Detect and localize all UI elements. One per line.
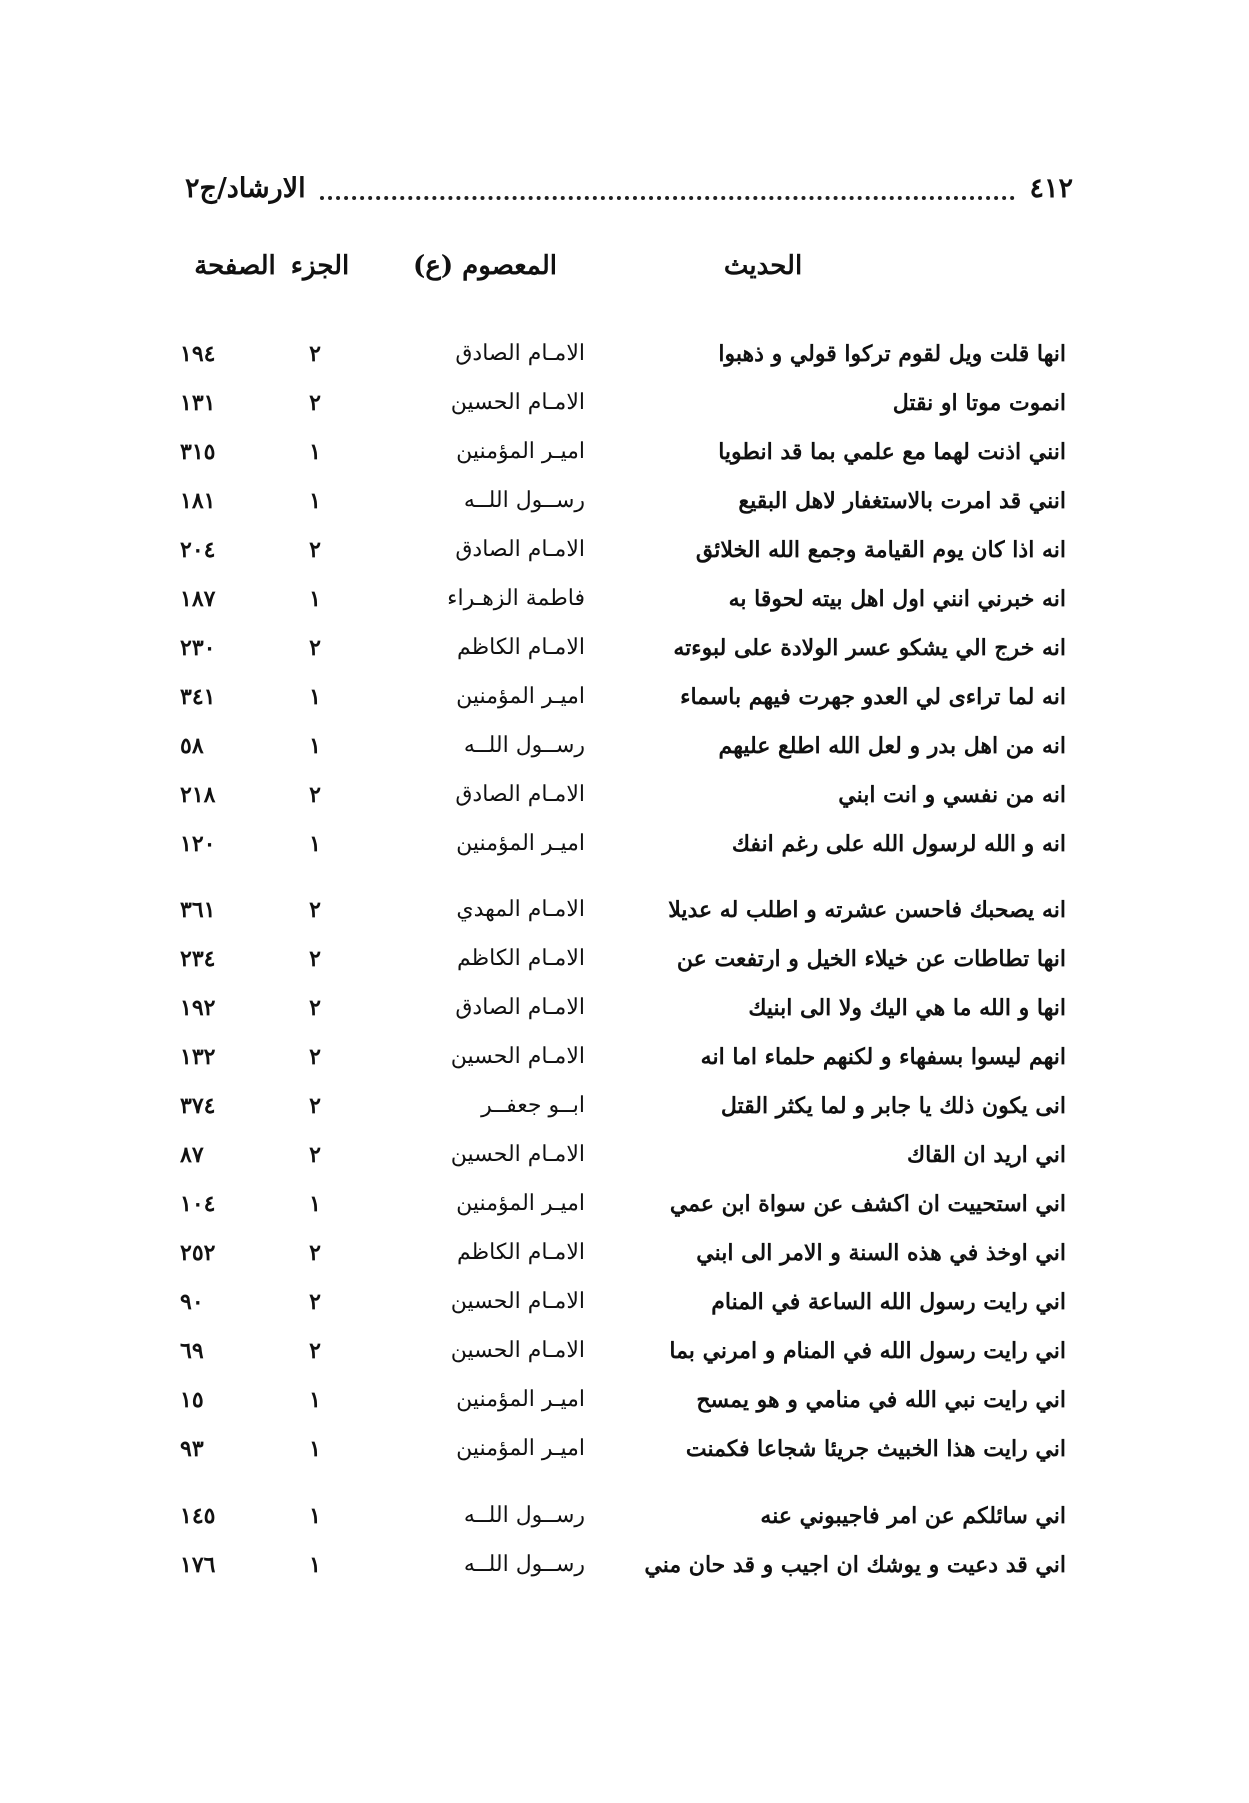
masum-name: اميـر المؤمنين [456, 1191, 585, 1216]
juz-number: ١ [309, 1552, 321, 1578]
juz-number: ١ [309, 1387, 321, 1413]
page-number-cell: ١٨١ [180, 488, 216, 514]
juz-number: ١ [309, 1503, 321, 1529]
masum-name: الامـام الحسين [450, 1142, 585, 1167]
column-header-hadith: الحديث [723, 251, 803, 281]
table-row [0, 677, 1249, 717]
table-row [0, 988, 1249, 1028]
table-row [0, 775, 1249, 815]
table-row [0, 1037, 1249, 1077]
juz-number: ١ [309, 831, 321, 857]
table-row [0, 1429, 1249, 1469]
juz-number: ١ [309, 586, 321, 612]
masum-name: الامـام الكاظم [456, 946, 585, 971]
hadith-text: انموت موتا او نقتل [892, 390, 1066, 416]
masum-name: الامـام الصادق [455, 782, 585, 807]
page-number-cell: ٢٣٤ [180, 946, 216, 972]
table-row [0, 530, 1249, 570]
hadith-text: اني اوخذ في هذه السنة و الامر الى ابني [696, 1240, 1066, 1266]
table-row [0, 579, 1249, 619]
page-number-cell: ١٣١ [180, 390, 216, 416]
page-number-cell: ٣١٥ [180, 439, 216, 465]
table-row [0, 1233, 1249, 1273]
table-row [0, 1184, 1249, 1224]
juz-number: ٢ [309, 390, 321, 416]
juz-number: ١ [309, 1191, 321, 1217]
juz-number: ٢ [309, 1142, 321, 1168]
table-row [0, 383, 1249, 423]
page-number-cell: ٩٣ [180, 1436, 204, 1462]
page-number: ٤١٢ [1029, 172, 1073, 204]
table-row [0, 1282, 1249, 1322]
juz-number: ٢ [309, 635, 321, 661]
page-number-cell: ٥٨ [180, 733, 204, 759]
table-row [0, 1496, 1249, 1536]
page-number-cell: ١٨٧ [180, 586, 216, 612]
hadith-text: انني قد امرت بالاستغفار لاهل البقيع [738, 488, 1066, 514]
table-row [0, 481, 1249, 521]
juz-number: ١ [309, 684, 321, 710]
masum-name: اميـر المؤمنين [456, 1436, 585, 1461]
masum-name: رســول اللــه [463, 1503, 585, 1528]
page-number-cell: ٣٧٤ [180, 1093, 216, 1119]
juz-number: ٢ [309, 1044, 321, 1070]
page-number-cell: ١٠٤ [180, 1191, 216, 1217]
masum-name: رســول اللــه [463, 1552, 585, 1577]
juz-number: ٢ [309, 946, 321, 972]
table-row [0, 1135, 1249, 1175]
table-row [0, 726, 1249, 766]
page-number-cell: ٢٥٢ [180, 1240, 216, 1266]
masum-name: الامـام الكاظم [456, 1240, 585, 1265]
masum-name: اميـر المؤمنين [456, 831, 585, 856]
column-header-masum: المعصوم (ع) [413, 251, 557, 281]
page-number-cell: ٣٤١ [180, 684, 216, 710]
hadith-text: انه من نفسي و انت ابني [838, 782, 1066, 808]
column-header-juz: الجزء [290, 251, 350, 281]
juz-number: ٢ [309, 537, 321, 563]
masum-name: رســول اللــه [463, 733, 585, 758]
hadith-text: انه و الله لرسول الله على رغم انفك [731, 831, 1066, 857]
table-row [0, 824, 1249, 864]
book-title: الارشاد/ج٢ [185, 172, 306, 204]
masum-name: اميـر المؤمنين [456, 1387, 585, 1412]
page-number-cell: ٨٧ [180, 1142, 204, 1168]
masum-name: اميـر المؤمنين [456, 439, 585, 464]
table-row [0, 334, 1249, 374]
page-number-cell: ٣٦١ [180, 897, 216, 923]
masum-name: اميـر المؤمنين [456, 684, 585, 709]
table-row [0, 890, 1249, 930]
hadith-text: اني سائلكم عن امر فاجيبوني عنه [760, 1503, 1066, 1529]
masum-name: الامـام الحسين [450, 390, 585, 415]
hadith-text: اني رايت رسول الله الساعة في المنام [711, 1289, 1066, 1315]
table-row [0, 432, 1249, 472]
juz-number: ١ [309, 1436, 321, 1462]
juz-number: ٢ [309, 1093, 321, 1119]
juz-number: ٢ [309, 1289, 321, 1315]
hadith-text: اني رايت نبي الله في منامي و هو يمسح [696, 1387, 1066, 1413]
page-number-cell: ٩٠ [180, 1289, 204, 1315]
hadith-text: اني رايت هذا الخبيث جريئا شجاعا فكمنت [685, 1436, 1066, 1462]
hadith-text: انه من اهل بدر و لعل الله اطلع عليهم [718, 733, 1066, 759]
juz-number: ٢ [309, 782, 321, 808]
masum-name: الامـام الحسين [450, 1289, 585, 1314]
hadith-text: اني رايت رسول الله في المنام و امرني بما [669, 1338, 1066, 1364]
table-row [0, 1086, 1249, 1126]
hadith-text: اني اريد ان القاك [906, 1142, 1066, 1168]
hadith-text: اني قد دعيت و يوشك ان اجيب و قد حان مني [644, 1552, 1066, 1578]
juz-number: ٢ [309, 995, 321, 1021]
page-number-cell: ٢٣٠ [180, 635, 216, 661]
page-number-cell: ١٢٠ [180, 831, 216, 857]
juz-number: ٢ [309, 897, 321, 923]
hadith-text: انى يكون ذلك يا جابر و لما يكثر القتل [720, 1093, 1066, 1119]
hadith-text: انها تطاطات عن خيلاء الخيل و ارتفعت عن [676, 946, 1066, 972]
table-row [0, 1545, 1249, 1585]
running-header [185, 168, 1073, 208]
masum-name: الامـام الكاظم [456, 635, 585, 660]
table-row [0, 939, 1249, 979]
masum-name: الامـام المهدي [456, 897, 585, 922]
leader-dots [320, 192, 1016, 200]
hadith-text: انه يصحبك فاحسن عشرته و اطلب له عديلا [668, 897, 1066, 923]
hadith-text: انه اذا كان يوم القيامة وجمع الله الخلائق [695, 537, 1066, 563]
hadith-text: انها و الله ما هي اليك ولا الى ابنيك [748, 995, 1066, 1021]
masum-name: الامـام الصادق [455, 537, 585, 562]
table-row [0, 1331, 1249, 1371]
masum-name: الامـام الصادق [455, 995, 585, 1020]
juz-number: ٢ [309, 1338, 321, 1364]
masum-name: رســول اللــه [463, 488, 585, 513]
hadith-text: انني اذنت لهما مع علمي بما قد انطويا [718, 439, 1066, 465]
masum-name: ابــو جعفــر [481, 1093, 585, 1118]
page-number-cell: ١٩٢ [180, 995, 216, 1021]
page-number-cell: ٢٠٤ [180, 537, 216, 563]
masum-name: الامـام الحسين [450, 1338, 585, 1363]
table-row [0, 1380, 1249, 1420]
masum-name: الامـام الحسين [450, 1044, 585, 1069]
juz-number: ١ [309, 488, 321, 514]
juz-number: ٢ [309, 1240, 321, 1266]
juz-number: ١ [309, 733, 321, 759]
page-number-cell: ١٩٤ [180, 341, 216, 367]
page-number-cell: ١٣٢ [180, 1044, 216, 1070]
juz-number: ١ [309, 439, 321, 465]
page-number-cell: ١٤٥ [180, 1503, 216, 1529]
page-number-cell: ١٧٦ [180, 1552, 216, 1578]
hadith-text: انه لما تراءى لي العدو جهرت فيهم باسماء [680, 684, 1066, 710]
juz-number: ٢ [309, 341, 321, 367]
column-header-page: الصفحة [194, 251, 276, 281]
hadith-text: انه خرج الي يشكو عسر الولادة على لبوءته [673, 635, 1066, 661]
page-number-cell: ٦٩ [180, 1338, 204, 1364]
masum-name: الامـام الصادق [455, 341, 585, 366]
hadith-text: انها قلت ويل لقوم تركوا قولي و ذهبوا [718, 341, 1066, 367]
page-number-cell: ١٥ [180, 1387, 204, 1413]
hadith-text: انهم ليسوا بسفهاء و لكنهم حلماء اما انه [700, 1044, 1066, 1070]
page-number-cell: ٢١٨ [180, 782, 216, 808]
hadith-text: اني استحييت ان اكشف عن سواة ابن عمي [669, 1191, 1066, 1217]
hadith-text: انه خبرني انني اول اهل بيته لحوقا به [728, 586, 1066, 612]
masum-name: فاطمة الزهـراء [447, 586, 585, 611]
table-row [0, 628, 1249, 668]
